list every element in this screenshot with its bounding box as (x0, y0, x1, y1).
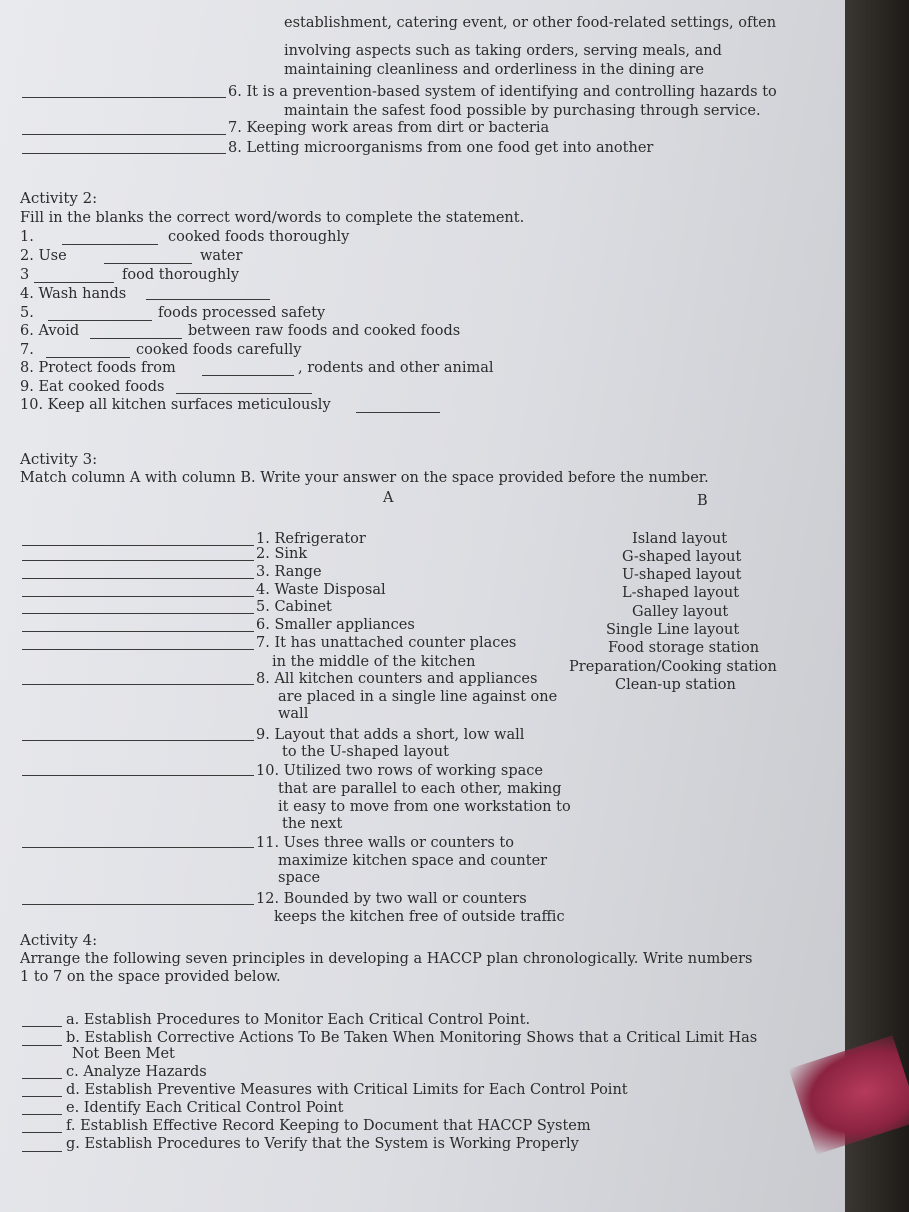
match-item-a: 9. Layout that adds a short, low wall (256, 727, 525, 743)
background-surface (845, 0, 909, 1212)
match-item-b: Clean-up station (615, 677, 736, 693)
order-blank[interactable] (22, 1078, 62, 1079)
fill-item-post: water (200, 248, 243, 264)
match-item-a-cont: are placed in a single line against one (278, 689, 558, 705)
activity-3-instructions: Match column A with column B. Write your answer on the space provided before the number. (20, 470, 709, 486)
act1-text-line: establishment, catering event, or other food-related settings, often (284, 15, 777, 31)
match-blank[interactable] (22, 847, 254, 848)
match-item-a: 11. Uses three walls or counters to (256, 835, 514, 851)
match-item-a: 10. Utilized two rows of working space (256, 763, 543, 779)
fill-blank[interactable] (176, 393, 312, 394)
fill-item-pre: 7. (20, 342, 34, 358)
match-item-b: Preparation/Cooking station (569, 659, 777, 675)
fill-item-pre: 10. Keep all kitchen surfaces meticulously (20, 397, 331, 413)
fill-item-post: between raw foods and cooked foods (188, 323, 461, 339)
match-blank[interactable] (22, 684, 254, 685)
match-item-a: 6. Smaller appliances (256, 617, 415, 633)
fill-item-pre: 2. Use (20, 248, 67, 264)
order-blank[interactable] (22, 1151, 62, 1152)
fill-item-pre: 5. (20, 305, 34, 321)
activity-2-title: Activity 2: (20, 189, 98, 207)
order-blank[interactable] (22, 1096, 62, 1097)
match-item-a-cont: it easy to move from one workstation to (278, 799, 571, 815)
order-blank[interactable] (22, 1045, 62, 1046)
match-item-a-cont: keeps the kitchen free of outside traffic (274, 909, 565, 925)
haccp-step-a: a. Establish Procedures to Monitor Each Critical Control Point. (66, 1012, 531, 1028)
fill-blank[interactable] (104, 263, 192, 264)
match-item-b: Island layout (632, 531, 728, 547)
fill-item-pre: 1. (20, 229, 34, 245)
match-blank[interactable] (22, 631, 254, 632)
fill-item-post: , rodents and other animal (298, 360, 494, 376)
match-blank[interactable] (22, 545, 254, 546)
haccp-step-c: c. Analyze Hazards (66, 1064, 207, 1080)
match-blank[interactable] (22, 904, 254, 905)
match-item-a: 3. Range (256, 564, 322, 580)
answer-blank-8[interactable] (22, 153, 226, 154)
activity-4-instructions: Arrange the following seven principles in developing a HACCP plan chronologically. Write numbers (20, 951, 753, 967)
column-b-header: B (697, 493, 708, 509)
match-item-b: G-shaped layout (622, 549, 742, 565)
answer-blank-7[interactable] (22, 134, 226, 135)
order-blank[interactable] (22, 1026, 62, 1027)
match-blank[interactable] (22, 649, 254, 650)
match-item-a: 5. Cabinet (256, 599, 332, 615)
haccp-step-d: d. Establish Preventive Measures with Critical Limits for Each Control Point (66, 1082, 628, 1098)
fill-item-pre: 9. Eat cooked foods (20, 379, 165, 395)
fill-blank[interactable] (90, 338, 182, 339)
fill-blank[interactable] (356, 412, 440, 413)
match-item-b: Food storage station (608, 640, 760, 656)
match-item-a-cont: wall (278, 706, 309, 722)
haccp-step-b: b. Establish Corrective Actions To Be Taken When Monitoring Shows that a Critical Limit Has (66, 1030, 758, 1046)
match-item-a-cont: that are parallel to each other, making (278, 781, 562, 797)
fill-blank[interactable] (202, 375, 294, 376)
match-item-a: 12. Bounded by two wall or counters (256, 891, 527, 907)
fill-blank[interactable] (34, 282, 114, 283)
fill-item-post: food thoroughly (122, 267, 240, 283)
match-item-b: U-shaped layout (622, 567, 742, 583)
fill-item-pre: 4. Wash hands (20, 286, 127, 302)
fill-item-post: cooked foods thoroughly (168, 229, 350, 245)
order-blank[interactable] (22, 1114, 62, 1115)
order-blank[interactable] (22, 1132, 62, 1133)
match-item-a-cont: in the middle of the kitchen (272, 654, 476, 670)
match-blank[interactable] (22, 560, 254, 561)
fill-item-pre: 6. Avoid (20, 323, 80, 339)
act1-item-7: 7. Keeping work areas from dirt or bacteria (228, 120, 550, 136)
fill-blank[interactable] (146, 299, 270, 300)
haccp-step-b-cont: Not Been Met (72, 1046, 175, 1062)
act1-item-6-cont: maintain the safest food possible by purchasing through service. (284, 103, 761, 119)
match-item-a: 7. It has unattached counter places (256, 635, 517, 651)
haccp-step-g: g. Establish Procedures to Verify that the System is Working Properly (66, 1136, 579, 1152)
fill-item-pre: 3 (20, 267, 30, 283)
match-blank[interactable] (22, 775, 254, 776)
match-item-a-cont: the next (282, 816, 343, 832)
column-a-header: A (383, 490, 394, 506)
act1-text-line: involving aspects such as taking orders, serving meals, and (284, 43, 722, 59)
match-item-a: 2. Sink (256, 546, 308, 562)
fill-item-post: cooked foods carefully (136, 342, 302, 358)
match-item-b: L-shaped layout (622, 585, 740, 601)
match-item-a-cont: to the U-shaped layout (282, 744, 449, 760)
activity-4-instructions-cont: 1 to 7 on the space provided below. (20, 969, 281, 985)
fill-item-pre: 8. Protect foods from (20, 360, 176, 376)
haccp-step-e: e. Identify Each Critical Control Point (66, 1100, 344, 1116)
match-blank[interactable] (22, 740, 254, 741)
act1-item-8: 8. Letting microorganisms from one food get into another (228, 140, 654, 156)
act1-item-6: 6. It is a prevention-based system of identifying and controlling hazards to (228, 84, 777, 100)
fill-blank[interactable] (48, 320, 152, 321)
match-item-a-cont: space (278, 870, 321, 886)
match-item-a: 8. All kitchen counters and appliances (256, 671, 538, 687)
activity-2-instructions: Fill in the blanks the correct word/words to complete the statement. (20, 210, 525, 226)
act1-text-line: maintaining cleanliness and orderliness in the dining are (284, 62, 704, 78)
match-item-a: 1. Refrigerator (256, 531, 366, 547)
activity-3-title: Activity 3: (20, 450, 98, 468)
answer-blank-6[interactable] (22, 97, 226, 98)
haccp-step-f: f. Establish Effective Record Keeping to Document that HACCP System (66, 1118, 591, 1134)
match-item-b: Single Line layout (606, 622, 740, 638)
match-item-a-cont: maximize kitchen space and counter (278, 853, 548, 869)
activity-4-title: Activity 4: (20, 931, 98, 949)
fill-item-post: foods processed safety (158, 305, 326, 321)
match-blank[interactable] (22, 613, 254, 614)
fill-blank[interactable] (46, 357, 130, 358)
fill-blank[interactable] (62, 244, 158, 245)
match-blank[interactable] (22, 596, 254, 597)
match-item-a: 4. Waste Disposal (256, 582, 386, 598)
match-item-b: Galley layout (632, 604, 729, 620)
match-blank[interactable] (22, 578, 254, 579)
